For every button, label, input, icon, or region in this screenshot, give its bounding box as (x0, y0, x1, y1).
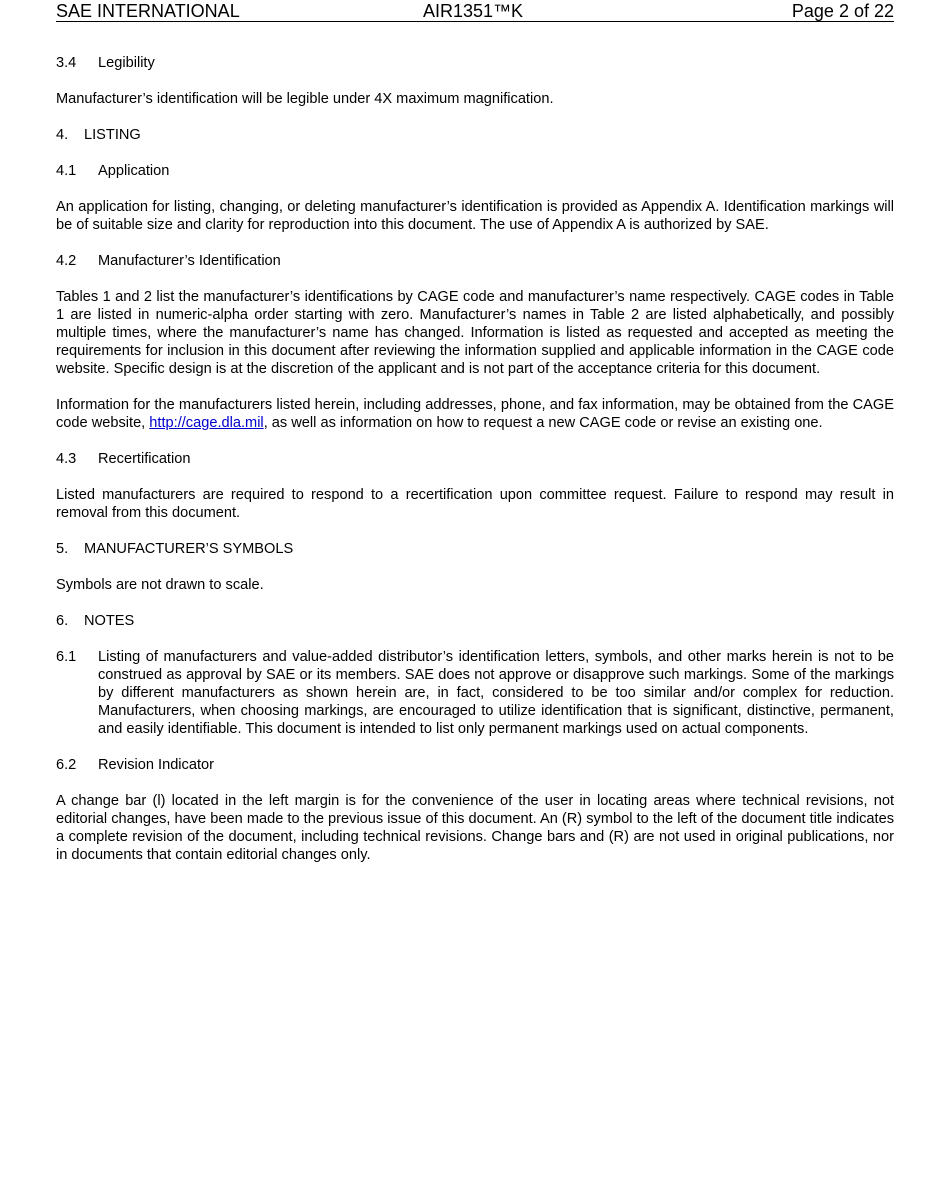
heading-title: MANUFACTURER’S SYMBOLS (84, 541, 294, 557)
heading-number: 4.1 (56, 163, 77, 179)
paragraph-legibility: Manufacturer’s identification will be legible under 4X maximum magnification. (56, 91, 554, 107)
cage-text-post: , as well as information on how to request a new CAGE code or revise an existing one. (263, 415, 823, 431)
heading-5 (56, 540, 894, 558)
heading-title: Manufacturer’s Identification (98, 253, 281, 269)
page-header (56, 2, 894, 22)
paragraph-revision-indicator: A change bar (l) located in the left margin is for the convenience of the user in locating areas where technical revisions, not editorial changes, have been made to the previous issue of this document. An (R) symbol to the left of the document title indicates a complete revision of the document, including technical revisions. Change bars and (R) are not used in original publications, nor in documents that contain editorial changes only. (56, 793, 894, 863)
heading-title: Legibility (98, 55, 155, 71)
heading-title: LISTING (84, 127, 141, 143)
note-number: 6.1 (56, 649, 77, 665)
heading-number: 5. (56, 541, 69, 557)
heading-title: NOTES (84, 613, 135, 629)
paragraph-symbols: Symbols are not drawn to scale. (56, 577, 264, 593)
document-body (56, 54, 894, 882)
paragraph-identification-tables: Tables 1 and 2 list the manufacturer’s identifications by CAGE code and manufacturer’s name respectively. CAGE codes in Table 1 are listed in numeric-alpha order starting with zero. Manufacturer’s names in Table 2 are listed alphabetically, and possibly multiple times, where the manufacturer’s name has changed. Information is listed as requested and accepted as meeting the requirements for inclusion in this document after reviewing the information supplied and applicable information in the CAGE code website. Specific design is at the discretion of the applicant and is not part of the acceptance criteria for this document. (56, 289, 894, 377)
note-6-1 (56, 648, 894, 738)
paragraph-application: An application for listing, changing, or deleting manufacturer’s identification is provided as Appendix A. Identification markings will be of suitable size and clarity for reproduction into this document. The use of Appendix A is authorized by SAE. (56, 199, 894, 233)
heading-4 (56, 126, 894, 144)
heading-4-1 (56, 162, 894, 180)
heading-number: 6.2 (56, 757, 77, 773)
heading-title: Revision Indicator (98, 757, 214, 773)
header-doc-id: AIR1351™K (423, 1, 524, 21)
heading-title: Application (98, 163, 170, 179)
heading-6 (56, 612, 894, 630)
heading-4-2 (56, 252, 894, 270)
heading-4-3 (56, 450, 894, 468)
paragraph-recertification: Listed manufacturers are required to respond to a recertification upon committee request. Failure to respond may result in removal from this document. (56, 487, 894, 521)
paragraph-cage-info (56, 396, 894, 432)
heading-title: Recertification (98, 451, 191, 467)
header-page-number: Page 2 of 22 (791, 1, 894, 21)
heading-number: 6. (56, 613, 69, 629)
heading-number: 4. (56, 127, 69, 143)
heading-3-4 (56, 54, 894, 72)
heading-number: 4.3 (56, 451, 77, 467)
heading-number: 3.4 (56, 55, 77, 71)
heading-6-2 (56, 756, 894, 774)
cage-website-link[interactable]: http://cage.dla.mil (149, 415, 264, 431)
note-text: Listing of manufacturers and value-added distributor’s identification letters, symbols, and other marks herein is not to be construed as approval by SAE or its members. SAE does not approve or disapprove such markings. Some of the markings by different manufacturers as shown herein are, in fact, considered to be too similar and/or complex for reduction. Manufacturers, when choosing markings, are encouraged to utilize identification that is significant, distinctive, permanent, and easily identifiable. This document is intended to list only permanent markings used on actual components. (98, 649, 894, 737)
header-org: SAE INTERNATIONAL (56, 1, 240, 21)
cage-text-pre: Information for the manufacturers listed herein, including addresses, phone, and fax information, may be obtained from the CAGE code website, (56, 397, 894, 431)
heading-number: 4.2 (56, 253, 77, 269)
